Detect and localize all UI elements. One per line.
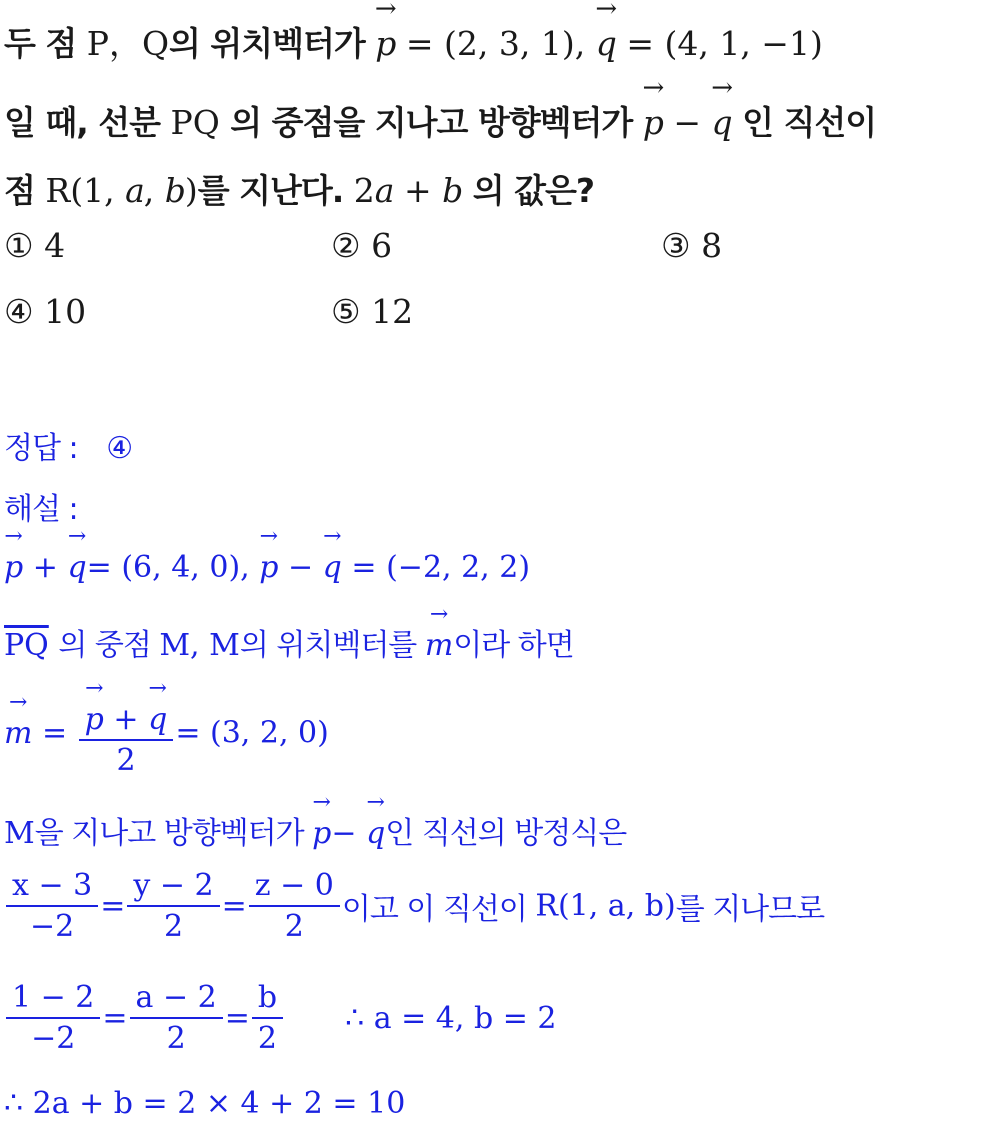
plus-sign: + xyxy=(23,550,68,585)
solution-text: 를 지나므로 xyxy=(675,892,825,927)
fraction-1 xyxy=(6,980,100,1056)
fraction-denominator: −2 xyxy=(29,909,75,944)
solution-text: 이고 이 직선이 xyxy=(341,892,536,927)
paren: ) xyxy=(184,171,198,210)
midpoint-m: M xyxy=(199,628,240,663)
vector-q-value: = (4, 1, −1) xyxy=(615,24,823,63)
var-a: a xyxy=(125,171,144,210)
fraction-3 xyxy=(252,980,283,1056)
question-text: 를 지난다. xyxy=(197,171,354,210)
question-line-3 xyxy=(4,165,594,212)
question-text: 의 값은? xyxy=(472,171,594,210)
question-line-2 xyxy=(4,97,876,144)
fraction-denominator: 2 xyxy=(116,743,136,778)
option-value: 12 xyxy=(371,292,414,331)
separator: , xyxy=(143,171,165,210)
option-5[interactable] xyxy=(331,292,413,331)
option-3[interactable] xyxy=(661,226,722,265)
midpoint-m: M xyxy=(4,816,35,851)
vector-q: → q xyxy=(148,702,167,737)
vector-p: → p xyxy=(4,550,23,585)
fraction-z xyxy=(249,868,340,944)
answer-line xyxy=(4,423,133,467)
solution-step-6 xyxy=(4,980,556,1056)
fraction-numerator: b xyxy=(252,980,283,1019)
fraction-numerator: 1 − 2 xyxy=(6,980,100,1019)
solution-text: 이라 하면 xyxy=(453,628,574,663)
vector-m: → m xyxy=(425,628,453,663)
option-number: ④ xyxy=(4,292,34,331)
question-text: 인 직선이 xyxy=(742,103,877,142)
question-text: 의 중점을 지나고 방향벡터가 xyxy=(230,103,643,142)
solution-step-2 xyxy=(4,620,574,664)
fraction-denominator: 2 xyxy=(257,1021,278,1056)
equals-sign: = xyxy=(100,888,126,924)
segment-pq: PQ xyxy=(170,103,220,142)
point-r: R(1, xyxy=(45,171,126,210)
var-b: b xyxy=(164,171,185,210)
option-value: 8 xyxy=(701,226,723,265)
point-p: P xyxy=(86,24,109,63)
minus-sign: − xyxy=(662,103,712,142)
fraction-numerator: a − 2 xyxy=(130,980,223,1019)
vector-p: → p xyxy=(259,550,278,585)
solution-step-3 xyxy=(4,688,329,778)
fraction-numerator: y − 2 xyxy=(127,868,219,907)
equals-sign: = xyxy=(32,715,77,751)
sum-value: = (6, 4, 0), xyxy=(86,550,250,585)
midpoint-m: M, xyxy=(159,628,200,663)
explanation-label xyxy=(4,484,78,528)
vector-p: → p xyxy=(643,103,663,142)
var-a: a xyxy=(374,171,394,210)
equals-sign: = xyxy=(224,1000,250,1036)
answer-value: ④ xyxy=(106,431,134,466)
solution-text: 인 직선의 방정식은 xyxy=(385,816,627,851)
option-number: ③ xyxy=(661,226,691,265)
final-result: ∴ 2a + b = 2 × 4 + 2 = 10 xyxy=(4,1086,406,1121)
option-value: 4 xyxy=(44,226,66,265)
equals-sign: = xyxy=(221,888,247,924)
vector-q: → q xyxy=(596,24,616,63)
option-1[interactable] xyxy=(4,226,65,265)
solution-step-1 xyxy=(4,550,530,585)
fraction-x xyxy=(6,868,98,944)
vector-q: → q xyxy=(366,816,385,851)
fraction-denominator: 2 xyxy=(163,909,184,944)
minus-sign: − xyxy=(331,816,367,851)
var-b: b xyxy=(442,171,463,210)
minus-sign: − xyxy=(278,550,323,585)
fraction-denominator: −2 xyxy=(31,1021,76,1056)
question-line-1 xyxy=(4,18,823,65)
option-4[interactable] xyxy=(4,292,86,331)
option-number: ① xyxy=(4,226,34,265)
point-r: R(1, a, b) xyxy=(535,888,676,924)
fraction-denominator: 2 xyxy=(284,909,304,944)
equals-sign: = xyxy=(102,1000,128,1036)
question-text: 두 점 xyxy=(4,24,87,63)
option-value: 10 xyxy=(44,292,87,331)
vector-p: → p xyxy=(312,816,331,851)
option-number: ② xyxy=(331,226,361,265)
midpoint-value: = (3, 2, 0) xyxy=(175,715,329,751)
fraction-numerator: z − 0 xyxy=(249,868,340,907)
expr-coef: 2 xyxy=(353,171,375,210)
solution-text: 의 위치벡터를 xyxy=(239,628,425,663)
vector-m: → m xyxy=(4,716,32,751)
solution-step-7 xyxy=(4,1086,405,1121)
explanation-label-text: 해설 : xyxy=(4,492,78,527)
fraction-y xyxy=(127,868,219,944)
fraction-midpoint xyxy=(79,688,174,778)
question-text: 의 위치벡터가 xyxy=(169,24,376,63)
option-number: ⑤ xyxy=(331,292,361,331)
question-text: 점 xyxy=(4,171,46,210)
fraction-denominator: 2 xyxy=(166,1021,186,1056)
separator: ， xyxy=(108,24,142,63)
vector-p-value: = (2, 3, 1), xyxy=(395,24,586,63)
vector-q: → q xyxy=(67,550,86,585)
solution-step-5 xyxy=(4,868,824,944)
fraction-numerator xyxy=(79,688,174,741)
therefore-result: ∴ a = 4, b = 2 xyxy=(345,1000,557,1036)
plus-sign: + xyxy=(393,171,443,210)
solution-text: 의 중점 xyxy=(58,628,160,663)
solution-step-4 xyxy=(4,808,626,852)
question-text: 일 때, 선분 xyxy=(4,103,171,142)
plus-sign: + xyxy=(103,702,149,737)
fraction-2 xyxy=(130,980,223,1056)
vector-p: → p xyxy=(375,24,395,63)
fraction-numerator: x − 3 xyxy=(6,868,98,907)
vector-q: → q xyxy=(712,103,732,142)
option-value: 6 xyxy=(371,226,393,265)
answer-label: 정답 : xyxy=(4,431,78,466)
segment-pq: $\overline{PQ}$ xyxy=(4,628,49,663)
option-2[interactable] xyxy=(331,226,392,265)
diff-value: = (−2, 2, 2) xyxy=(341,550,531,585)
point-q: Q xyxy=(141,24,170,63)
vector-q: → q xyxy=(323,550,342,585)
vector-p: → p xyxy=(85,702,104,737)
solution-text: 을 지나고 방향벡터가 xyxy=(34,816,313,851)
